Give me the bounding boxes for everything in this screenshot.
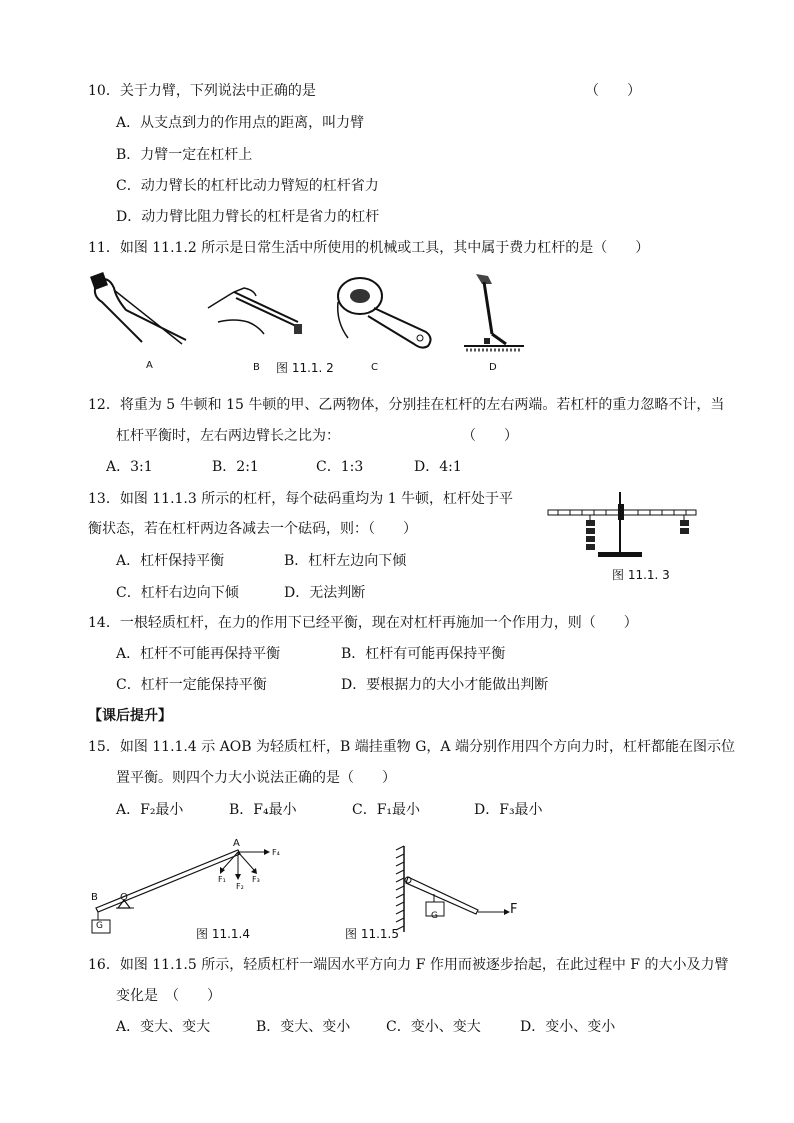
q16-option-d: D．变小、变小 (520, 1019, 616, 1035)
q16-option-a: A．变大、变大 (116, 1019, 211, 1035)
q11-stem: 11．如图 11.1.2 所示是日常生活中所使用的机械或工具，其中属于费力杠杆的是（ ） (88, 240, 650, 256)
figure-crowbar-d (462, 270, 526, 354)
figure-label-c: C (371, 362, 378, 373)
figure-tweezers-b (204, 278, 308, 344)
q10-answer-blank: （ ） (585, 83, 641, 99)
label-point-b: B (91, 892, 98, 903)
label-weight-g: G (96, 921, 103, 931)
q13-stem: 13．如图 11.1.3 所示的杠杆，每个砝码重均为 1 牛顿，杠杆处于平 (88, 491, 514, 507)
label-point-o: O (120, 892, 128, 903)
q16-option-c: C．变小、变大 (386, 1019, 481, 1035)
q12-option-c: C．1:3 (316, 459, 364, 475)
q12-option-d: D．4:1 (414, 459, 462, 475)
figure-opener-c (334, 272, 436, 354)
figure-wall-lever (392, 844, 532, 936)
q12-option-b: B．2:1 (212, 459, 259, 475)
figure-balance-lever (546, 490, 698, 560)
q13-option-d: D．无法判断 (284, 585, 366, 601)
q10-option-b: B．力臂一定在杠杆上 (116, 147, 253, 163)
q14-option-a: A．杠杆不可能再保持平衡 (116, 646, 281, 662)
figure-caption-11-1-2: 图 11.1. 2 (276, 361, 334, 375)
q14-stem: 14．一根轻质杠杆，在力的作用下已经平衡，现在对杠杆再施加一个作用力，则（ ） (88, 615, 638, 631)
q15-option-c: C．F₁最小 (352, 802, 421, 818)
q15-option-d: D．F₃最小 (474, 802, 543, 818)
q10-stem: 10．关于力臂，下列说法中正确的是 (88, 83, 316, 99)
q13-option-a: A．杠杆保持平衡 (116, 553, 225, 569)
figure-label-b: B (253, 362, 260, 373)
figure-caption-11-1-3: 图 11.1. 3 (612, 568, 670, 582)
q10-option-d: D．动力臂比阻力臂长的杠杆是省力的杠杆 (116, 209, 380, 225)
q12-answer-blank: （ ） (462, 428, 518, 444)
q14-option-d: D．要根据力的大小才能做出判断 (341, 677, 549, 693)
q12-option-a: A．3:1 (106, 459, 153, 475)
label-point-a: A (233, 838, 240, 849)
section-heading: 【课后提升】 (88, 708, 172, 724)
q16-stem: 16．如图 11.1.5 所示，轻质杠杆一端因水平方向力 F 作用而被逐步抬起，在此过程中 F 的大小及力臂 (88, 957, 729, 973)
q10-option-a: A．从支点到力的作用点的距离，叫力臂 (116, 115, 365, 131)
q16-stem-continued: 变化是 （ ） (116, 988, 221, 1004)
label-force-f1: F₁ (218, 875, 226, 884)
label-weight-g-2: G (431, 911, 438, 921)
q13-stem-continued: 衡状态，若在杠杆两边各减去一个砝码，则：（ ） (88, 521, 417, 537)
figure-tongs-a (86, 270, 196, 350)
q15-stem: 15．如图 11.1.4 示 AOB 为轻质杠杆，B 端挂重物 G，A 端分别作用四个方向力时，杠杆都能在图示位 (88, 739, 735, 755)
q13-option-c: C．杠杆右边向下倾 (116, 585, 239, 601)
q12-stem: 12．将重为 5 牛顿和 15 牛顿的甲、乙两物体，分别挂在杠杆的左右两端。若杠杆的重力忽略不计，当 (88, 397, 725, 413)
q12-stem-continued: 杠杆平衡时，左右两边臂长之比为： (116, 428, 340, 444)
q14-option-c: C．杠杆一定能保持平衡 (116, 677, 267, 693)
figure-caption-11-1-5: 图 11.1.5 (345, 927, 399, 941)
q14-option-b: B．杠杆有可能再保持平衡 (341, 646, 506, 662)
figure-lever-aob (88, 836, 288, 936)
q15-stem-continued: 置平衡。则四个力大小说法正确的是（ ） (116, 770, 396, 786)
figure-label-d: D (489, 362, 497, 373)
figure-caption-11-1-4: 图 11.1.4 (196, 927, 250, 941)
label-force-f: F (510, 902, 518, 917)
q13-option-b: B．杠杆左边向下倾 (284, 553, 407, 569)
q16-option-b: B．变大、变小 (256, 1019, 351, 1035)
figure-label-a: A (146, 360, 153, 371)
q10-option-c: C．动力臂长的杠杆比动力臂短的杠杆省力 (116, 178, 379, 194)
label-force-f4: F₄ (272, 848, 280, 857)
label-force-f2: F₂ (236, 882, 244, 891)
q15-option-b: B．F₄最小 (229, 802, 297, 818)
label-force-f3: F₃ (252, 875, 260, 884)
q15-option-a: A．F₂最小 (116, 802, 184, 818)
